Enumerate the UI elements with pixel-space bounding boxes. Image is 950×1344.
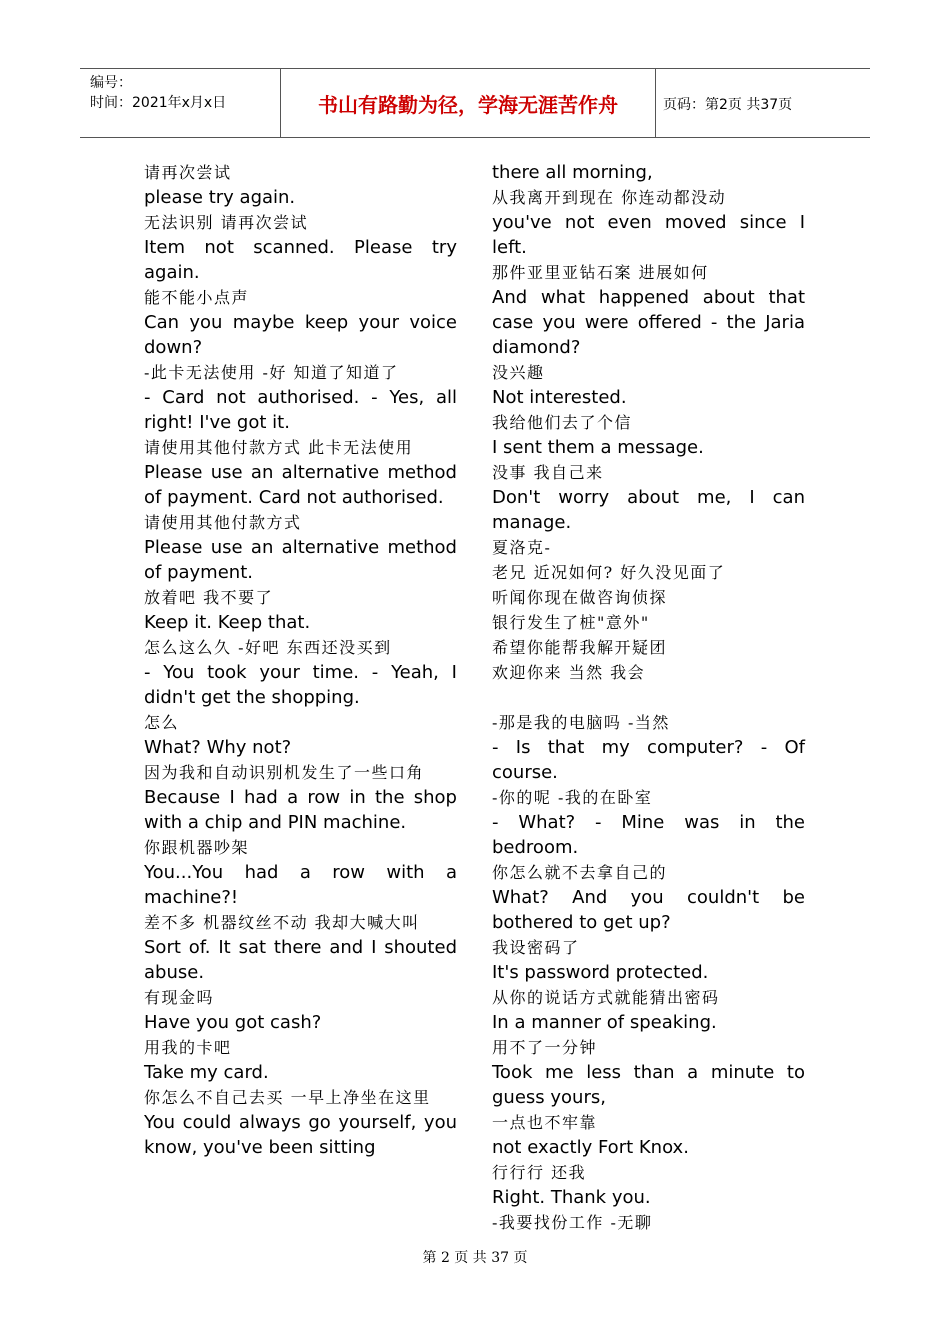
subtitle-english: You could always go yourself, you know, you've been sitting	[144, 1112, 457, 1158]
subtitle-chinese: 欢迎你来 当然 我会	[492, 663, 646, 682]
subtitle-english: Right. Thank you.	[492, 1187, 651, 1208]
subtitle-english: Took me less than a minute to guess yours,	[492, 1062, 805, 1108]
subtitle-english: Keep it. Keep that.	[144, 612, 311, 633]
subtitle-english: Take my card.	[144, 1062, 269, 1083]
subtitle-chinese: 放着吧 我不要了	[144, 588, 274, 607]
subtitle-chinese: 没兴趣	[492, 363, 545, 382]
page-info: 页码：第2页 共37页	[663, 97, 793, 113]
motto-text: 书山有路勤为径，学海无涯苦作舟	[318, 93, 618, 117]
subtitle-chinese: 你怎么就不去拿自己的	[492, 863, 668, 882]
subtitle-chinese: 请使用其他付款方式 此卡无法使用	[144, 438, 414, 457]
date-label: 时间：2021年x月x日	[90, 95, 227, 111]
subtitle-english: Can you maybe keep your voice down?	[144, 312, 457, 358]
subtitle-chinese: 你跟机器吵架	[144, 838, 250, 857]
subtitle-english: You...You had a row with a machine?!	[144, 862, 457, 908]
subtitle-chinese: 请再次尝试	[144, 163, 232, 182]
subtitle-english: It's password protected.	[492, 962, 709, 983]
subtitle-english: - What? - Mine was in the bedroom.	[492, 812, 805, 858]
subtitle-chinese: 能不能小点声	[144, 288, 250, 307]
subtitle-english: Sort of. It sat there and I shouted abuse.	[144, 937, 457, 983]
subtitle-chinese: -你的呢 -我的在卧室	[492, 788, 653, 807]
subtitle-chinese: 一点也不牢靠	[492, 1113, 598, 1132]
subtitle-english: Item not scanned. Please try again.	[144, 237, 457, 283]
subtitle-chinese: -那是我的电脑吗 -当然	[492, 713, 670, 732]
subtitle-chinese: 希望你能帮我解开疑团	[492, 638, 668, 657]
subtitle-chinese: 怎么	[144, 713, 180, 732]
subtitle-english: Please use an alternative method of payment. Card not authorised.	[144, 462, 457, 508]
subtitle-english: not exactly Fort Knox.	[492, 1137, 689, 1158]
subtitle-english: In a manner of speaking.	[492, 1012, 717, 1033]
header-table	[80, 68, 870, 138]
subtitle-chinese: 没事 我自己来	[492, 463, 604, 482]
subtitle-chinese: 我设密码了	[492, 938, 580, 957]
subtitle-english: Don't worry about me, I can manage.	[492, 487, 805, 533]
subtitle-chinese: 行行行 还我	[492, 1163, 587, 1182]
subtitle-chinese: 无法识别 请再次尝试	[144, 213, 309, 232]
subtitle-english: - You took your time. - Yeah, I didn't get the shopping.	[144, 662, 457, 708]
subtitle-english: Have you got cash?	[144, 1012, 322, 1033]
subtitle-english: Not interested.	[492, 387, 627, 408]
subtitle-chinese: 夏洛克-	[492, 538, 552, 557]
subtitle-chinese: 从你的说话方式就能猜出密码	[492, 988, 720, 1007]
header-meta-cell	[80, 69, 280, 137]
subtitle-chinese: 用我的卡吧	[144, 1038, 232, 1057]
subtitle-english: I sent them a message.	[492, 437, 704, 458]
subtitle-chinese: 请使用其他付款方式	[144, 513, 302, 532]
subtitle-chinese: 听闻你现在做咨询侦探	[492, 588, 668, 607]
subtitle-english: you've not even moved since I left.	[492, 212, 805, 258]
subtitle-chinese: 从我离开到现在 你连动都没动	[492, 188, 727, 207]
subtitle-chinese: -此卡无法使用 -好 知道了知道了	[144, 363, 399, 382]
subtitle-english: Because I had a row in the shop with a chip and PIN machine.	[144, 787, 457, 833]
subtitle-english: there all morning,	[492, 162, 653, 183]
subtitle-chinese: 你怎么不自己去买 一早上净坐在这里	[144, 1088, 431, 1107]
subtitle-chinese: 怎么这么久 -好吧 东西还没买到	[144, 638, 392, 657]
subtitle-english: And what happened about that case you were offered - the Jaria diamond?	[492, 287, 805, 358]
subtitle-english: Please use an alternative method of payment.	[144, 537, 457, 583]
header-page-cell	[655, 69, 870, 137]
right-column	[492, 160, 805, 1235]
subtitle-chinese: 老兄 近况如何? 好久没见面了	[492, 563, 726, 582]
subtitle-chinese: 我给他们去了个信	[492, 413, 633, 432]
subtitle-chinese: 用不了一分钟	[492, 1038, 598, 1057]
page-footer: 第 2 页 共 37 页	[422, 1250, 528, 1266]
subtitle-chinese: 银行发生了桩"意外"	[492, 613, 650, 632]
subtitle-english: What? And you couldn't be bothered to get up?	[492, 887, 805, 933]
subtitle-chinese: 那件亚里亚钻石案 进展如何	[492, 263, 709, 282]
subtitle-english: What? Why not?	[144, 737, 292, 758]
subtitle-chinese: 差不多 机器纹丝不动 我却大喊大叫	[144, 913, 420, 932]
left-column	[144, 160, 457, 1160]
subtitle-english: please try again.	[144, 187, 296, 208]
header-motto-cell	[280, 69, 656, 137]
subtitle-chinese: -我要找份工作 -无聊	[492, 1213, 653, 1232]
subtitle-chinese: 因为我和自动识别机发生了一些口角	[144, 763, 425, 782]
doc-number-label: 编号：	[90, 75, 132, 91]
subtitle-english: - Card not authorised. - Yes, all right! I've got it.	[144, 387, 457, 433]
subtitle-chinese: 有现金吗	[144, 988, 215, 1007]
blank-line	[492, 685, 805, 710]
subtitle-english: - Is that my computer? - Of course.	[492, 737, 805, 783]
